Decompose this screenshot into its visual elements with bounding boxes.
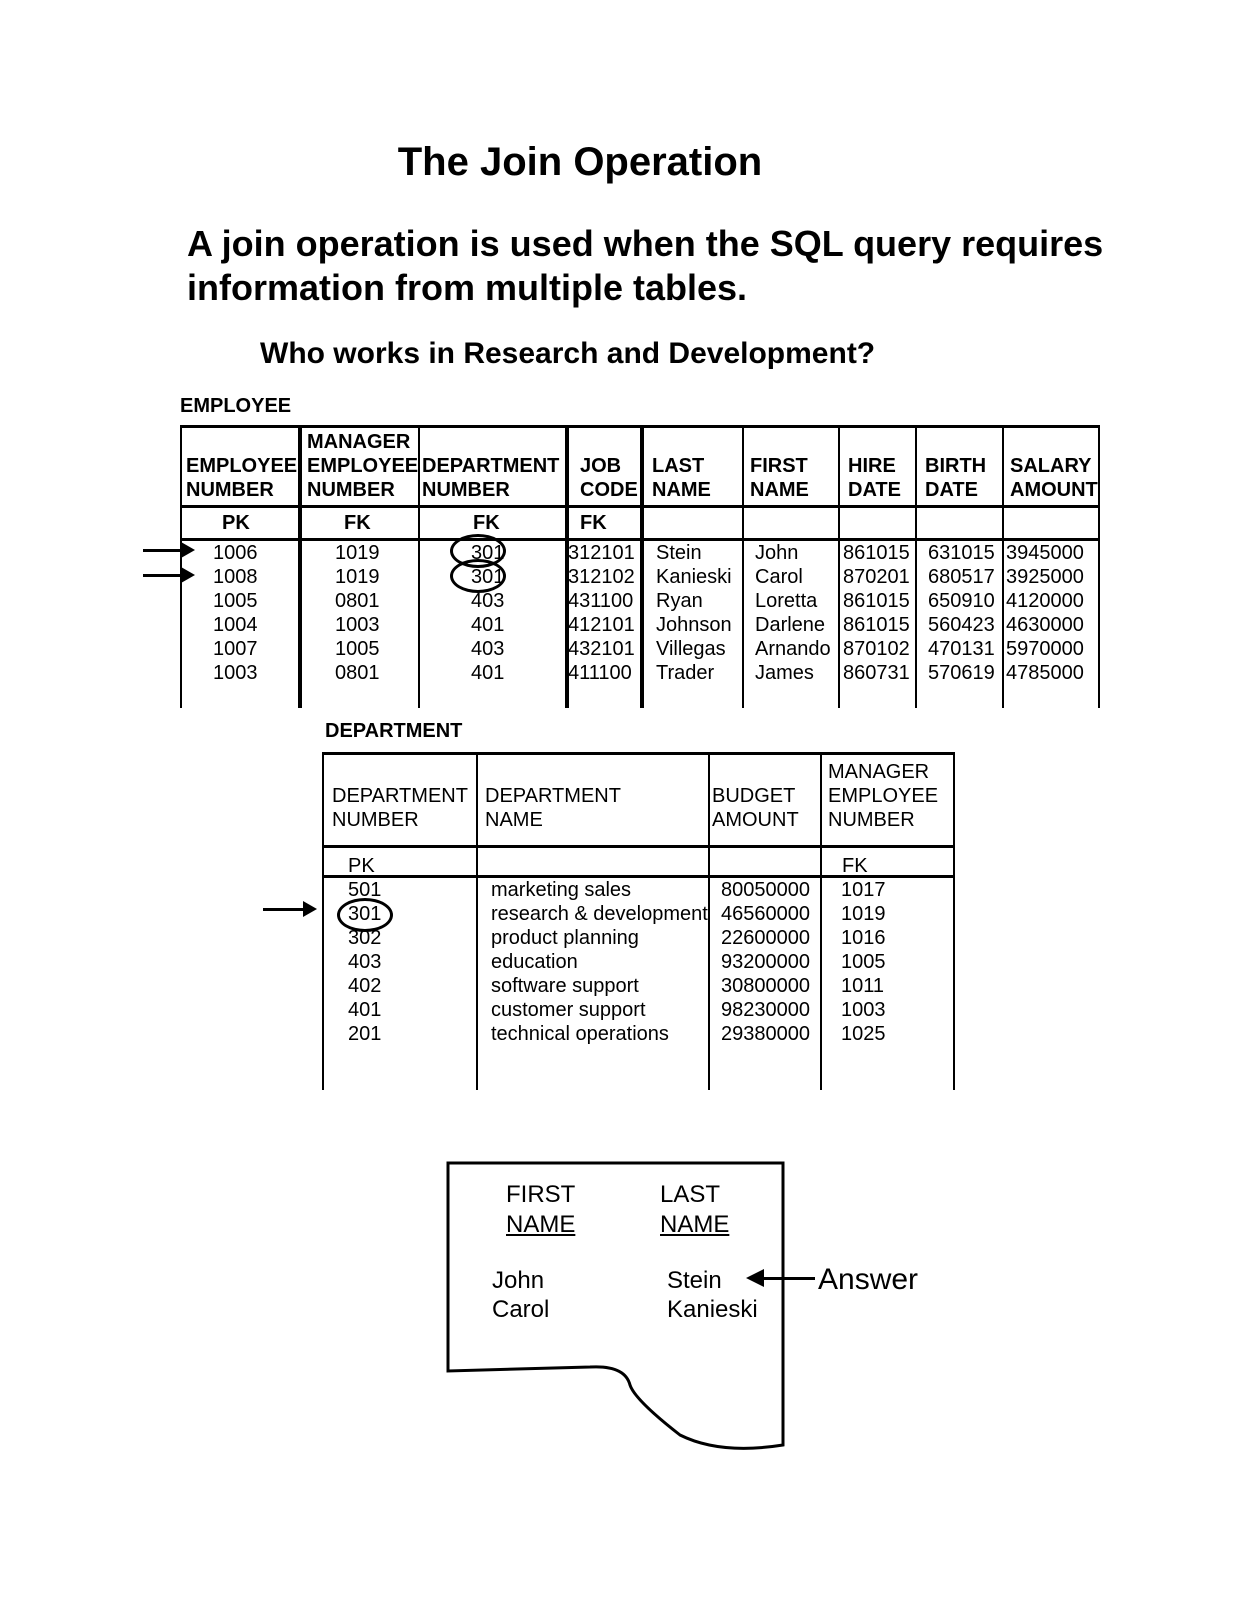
column-header: EMPLOYEE [186,455,298,477]
table-cell: Arnando [755,638,831,660]
table-cell: Kanieski [656,566,732,588]
table-cell: 860731 [843,662,910,684]
table-cell: marketing sales [491,879,632,901]
table-cell: customer support [491,999,646,1021]
table-cell: 861015 [843,542,910,564]
table-cell: research & development [491,903,708,925]
column-header: NUMBER [307,479,395,501]
table-cell: Ryan [656,590,703,612]
column-header: DEPARTMENT [485,785,621,807]
table-cell: 570619 [928,662,995,684]
table-cell: 312101 [568,542,635,564]
table-cell: 312102 [568,566,635,588]
table-cell: Carol [755,566,803,588]
key-tag: FK [842,855,868,877]
table-cell: 1003 [841,999,886,1021]
table-cell: 3925000 [1006,566,1084,588]
table-cell: 302 [348,927,382,949]
column-header: NAME [652,479,711,501]
table-cell: 403 [471,590,505,612]
table-cell: 1005 [841,951,886,973]
table-cell: technical operations [491,1023,669,1045]
table-cell: 3945000 [1006,542,1084,564]
result-cell: Stein [667,1267,722,1294]
table-cell: 22600000 [721,927,810,949]
column-header: SALARY [1010,455,1092,477]
highlight-circle [337,898,393,932]
table-column-divider [953,752,955,1090]
employee-table-label: EMPLOYEE [180,395,292,417]
column-header: DEPARTMENT [422,455,560,477]
table-cell: software support [491,975,639,997]
column-header: BUDGET [712,785,796,807]
column-header: MANAGER [828,761,930,783]
table-cell: 1019 [841,903,886,925]
column-header: JOB [580,455,622,477]
table-cell: 1008 [213,566,258,588]
table-cell: 401 [471,614,505,636]
table-cell: 4630000 [1006,614,1084,636]
table-cell: 98230000 [721,999,810,1021]
table-cell: 301 [471,566,505,588]
table-cell: Johnson [656,614,732,636]
column-header: NAME [750,479,809,501]
table-cell: 201 [348,1023,382,1045]
table-cell: 301 [348,903,382,925]
column-header: LAST [652,455,705,477]
result-column-header: NAME [660,1211,730,1238]
column-header: MANAGER [307,431,411,453]
column-header: DEPARTMENT [332,785,468,807]
result-cell: John [492,1267,545,1294]
table-cell: 680517 [928,566,995,588]
table-column-divider [476,752,478,1090]
key-tag: PK [348,855,375,877]
table-border [322,845,953,848]
table-column-divider [708,752,710,1090]
key-tag: FK [580,512,607,534]
page-title: The Join Operation [397,140,763,184]
table-cell: 501 [348,879,382,901]
table-cell: 411100 [568,662,632,684]
column-header: DATE [848,479,901,501]
table-cell: 1011 [841,975,885,997]
answer-arrow-icon [760,1277,815,1280]
table-cell: Loretta [755,590,818,612]
column-header: NUMBER [332,809,419,831]
table-cell: 30800000 [721,975,810,997]
table-cell: 1025 [841,1023,886,1045]
table-cell: 870102 [843,638,910,660]
result-cell: Kanieski [667,1296,758,1323]
result-column-header: LAST [660,1181,721,1208]
table-cell: 432101 [568,638,635,660]
table-cell: 402 [348,975,382,997]
table-cell: 1005 [335,638,380,660]
row-arrow-icon [263,908,313,911]
table-cell: 0801 [335,662,380,684]
column-header: EMPLOYEE [828,785,939,807]
table-cell: 401 [471,662,505,684]
key-tag: FK [344,512,371,534]
column-header: CODE [580,479,638,501]
table-cell: 4120000 [1006,590,1084,612]
department-table-label: DEPARTMENT [325,720,463,742]
subtitle: A join operation is used when the SQL query requires information from multiple tables. [187,223,1104,308]
table-cell: 1003 [213,662,258,684]
table-cell: 861015 [843,590,910,612]
column-header: EMPLOYEE [307,455,419,477]
table-cell: 5970000 [1006,638,1084,660]
table-cell: 631015 [928,542,995,564]
table-cell: 560423 [928,614,995,636]
column-header: FIRST [750,455,808,477]
table-cell: 403 [471,638,505,660]
table-cell: 470131 [928,638,995,660]
column-header: NUMBER [422,479,510,501]
table-cell: 1016 [841,927,886,949]
table-cell: 1004 [213,614,258,636]
table-cell: 1017 [841,879,886,901]
key-tag: PK [222,512,250,534]
table-cell: Darlene [755,614,826,636]
table-cell: 403 [348,951,382,973]
table-cell: product planning [491,927,639,949]
table-cell: 46560000 [721,903,810,925]
table-cell: 412101 [568,614,635,636]
column-header: DATE [925,479,978,501]
table-cell: 650910 [928,590,995,612]
table-cell: 301 [471,542,505,564]
table-cell: 870201 [843,566,910,588]
table-cell: 861015 [843,614,910,636]
table-cell: education [491,951,578,973]
table-column-divider [820,752,822,1090]
table-cell: John [755,542,799,564]
table-cell: Stein [656,542,702,564]
table-cell: 1007 [213,638,258,660]
column-header: BIRTH [925,455,987,477]
column-header: NUMBER [828,809,915,831]
table-cell: 1006 [213,542,258,564]
key-tag: FK [473,512,500,534]
question: Who works in Research and Development? [260,337,876,370]
table-cell: Trader [656,662,715,684]
table-cell: 29380000 [721,1023,810,1045]
table-cell: James [755,662,814,684]
table-cell: 1003 [335,614,380,636]
table-cell: 4785000 [1006,662,1084,684]
result-column-header: NAME [506,1211,576,1238]
column-header: AMOUNT [712,809,799,831]
result-column-header: FIRST [506,1181,576,1208]
table-cell: 1005 [213,590,258,612]
column-header: NAME [485,809,543,831]
table-cell: 93200000 [721,951,810,973]
table-cell: 0801 [335,590,380,612]
result-cell: Carol [492,1296,550,1323]
table-cell: Villegas [656,638,726,660]
column-header: NUMBER [186,479,274,501]
table-cell: 80050000 [721,879,810,901]
table-border [322,752,953,755]
table-cell: 401 [348,999,382,1021]
table-cell: 1019 [335,542,380,564]
table-cell: 431100 [568,590,634,612]
table-column-divider [322,752,324,1090]
column-header: AMOUNT [1010,479,1098,501]
column-header: HIRE [848,455,896,477]
table-cell: 1019 [335,566,380,588]
answer-label: Answer [818,1263,919,1296]
